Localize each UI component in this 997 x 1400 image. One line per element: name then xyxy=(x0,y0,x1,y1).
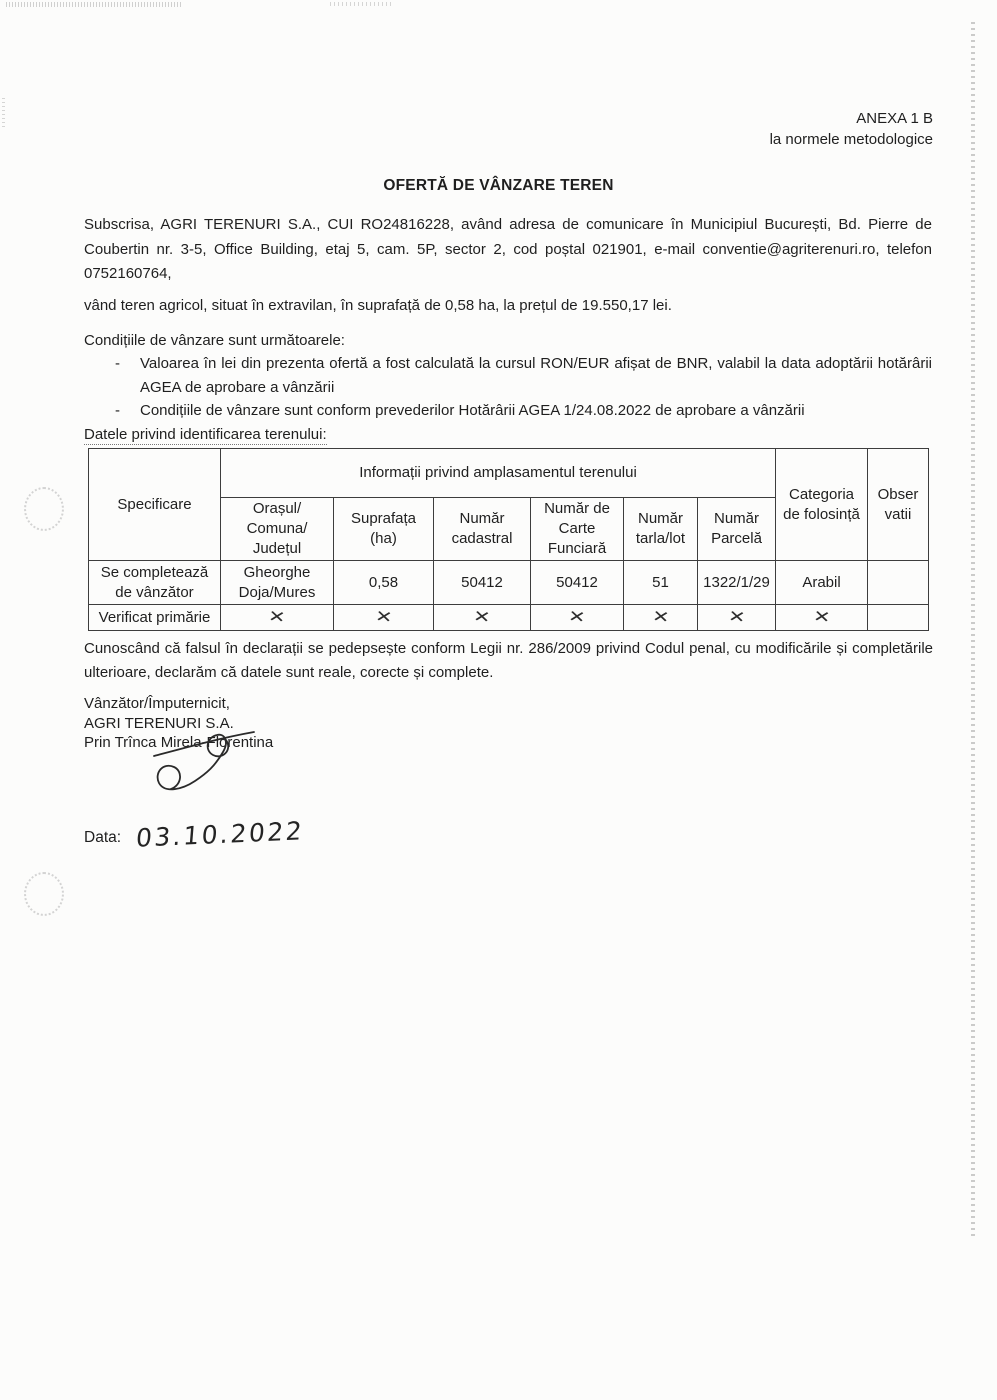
cell-carte-funciara: 50412 xyxy=(531,561,624,605)
land-identification-table-wrap xyxy=(88,448,929,631)
signer-company: AGRI TERENURI S.A. xyxy=(84,714,234,732)
sale-statement: vând teren agricol, situat în extravilan, în suprafață de 0,58 ha, la prețul de 19.550,17 lei. xyxy=(84,297,672,314)
check-mark-cell xyxy=(334,605,434,631)
header-numar-parcela: Număr Parcelă xyxy=(698,498,776,561)
hole-punch-mark-bottom xyxy=(24,872,64,916)
bullet-dash: - xyxy=(115,355,120,372)
header-numar-tarla-lot: Număr tarla/lot xyxy=(624,498,698,561)
header-numar-carte-funciara: Număr de Carte Funciară xyxy=(531,498,624,561)
check-mark-cell xyxy=(776,605,868,631)
handwritten-x-mark: ✕ xyxy=(726,607,747,627)
table-caption-text: Datele privind identificarea terenului: xyxy=(84,426,327,443)
header-suprafata: Suprafața (ha) xyxy=(334,498,434,561)
conditions-heading: Condițiile de vânzare sunt următoarele: xyxy=(84,332,345,349)
condition-item-text: Condițiile de vânzare sunt conform prevederilor Hotărârii AGEA 1/24.08.2022 de aprobare a vânzării xyxy=(140,402,805,420)
condition-item-text: Valoarea în lei din prezenta ofertă a fost calculată la cursul RON/EUR afișat de BNR, valabil la data adoptării hotărârii AGEA de aprobare a vânzării xyxy=(140,355,932,396)
scan-noise-top xyxy=(6,2,181,7)
header-specificare: Specificare xyxy=(89,449,221,561)
handwritten-date: 03.10.2022 xyxy=(134,816,305,853)
handwritten-x-mark: ✕ xyxy=(472,607,492,627)
handwritten-x-mark: ✕ xyxy=(650,607,671,627)
signer-role: Vânzător/Împuternicit, xyxy=(84,695,230,712)
header-observatii: Obser vatii xyxy=(868,449,929,561)
handwritten-x-mark: ✕ xyxy=(267,607,287,627)
condition-item xyxy=(84,399,932,423)
cell-tarla-lot: 51 xyxy=(624,561,698,605)
annex-line-1: ANEXA 1 B xyxy=(856,110,933,127)
cell-observatii xyxy=(868,561,929,605)
signer-name: Prin Trînca Mirela-Florentina xyxy=(84,734,274,751)
condition-item xyxy=(84,352,932,399)
check-mark-cell xyxy=(531,605,624,631)
hole-punch-mark-top xyxy=(24,487,64,531)
scan-noise-right-edge xyxy=(971,22,975,1237)
check-mark-cell xyxy=(698,605,776,631)
land-identification-table xyxy=(88,448,929,631)
header-oras-comuna-judet: Orașul/ Comuna/ Județul xyxy=(221,498,334,561)
annex-line-2: la normele metodologice xyxy=(769,131,933,148)
date-label: Data: xyxy=(84,829,122,846)
header-categoria-folosinta: Categoria de folosință xyxy=(776,449,868,561)
table-caption xyxy=(84,426,327,443)
conditions-list xyxy=(84,352,932,423)
header-numar-cadastral: Număr cadastral xyxy=(434,498,531,561)
check-mark-cell xyxy=(434,605,531,631)
cell-localitate: Gheorghe Doja/Mures xyxy=(221,561,334,605)
table-row-seller xyxy=(89,561,929,605)
check-mark-cell xyxy=(624,605,698,631)
bullet-dash: - xyxy=(115,402,120,420)
scan-noise-top-2 xyxy=(330,2,392,6)
table-row-verified xyxy=(89,605,929,631)
date-line xyxy=(84,816,305,853)
scan-noise-left-edge xyxy=(2,98,5,130)
annex-reference xyxy=(770,108,933,150)
cell-parcela: 1322/1/29 xyxy=(698,561,776,605)
row-label-verificat-primarie: Verificat primărie xyxy=(89,605,221,631)
check-mark-cell xyxy=(221,605,334,631)
handwritten-x-mark: ✕ xyxy=(812,607,832,627)
cell-categoria: Arabil xyxy=(776,561,868,605)
document-title: OFERTĂ DE VÂNZARE TEREN xyxy=(383,177,614,194)
handwritten-x-mark: ✕ xyxy=(567,607,587,627)
signature-scribble xyxy=(148,724,263,809)
intro-paragraph: Subscrisa, AGRI TERENURI S.A., CUI RO24816228, având adresa de comunicare în Municipiul București, Bd. Pierre de Coubertin nr. 3-5, Office Building, etaj 5, cam. 5P, sector 2, cod poștal 021901, e-mail conventie@agriterenuri.ro, telefon 0752160764, xyxy=(84,216,932,282)
handwritten-x-mark: ✕ xyxy=(373,607,394,627)
cell-numar-cadastral: 50412 xyxy=(434,561,531,605)
row-label-se-completeaza: Se completează de vânzător xyxy=(89,561,221,605)
cell-suprafata: 0,58 xyxy=(334,561,434,605)
legal-statement: Cunoscând că falsul în declarații se pedepsește conform Legii nr. 286/2009 privind Codul penal, cu modificările și completările ulterioare, declarăm că datele sunt reale, corecte și complete. xyxy=(84,640,933,681)
check-mark-cell-empty xyxy=(868,605,929,631)
header-group-amplasament: Informații privind amplasamentul terenului xyxy=(221,449,776,498)
